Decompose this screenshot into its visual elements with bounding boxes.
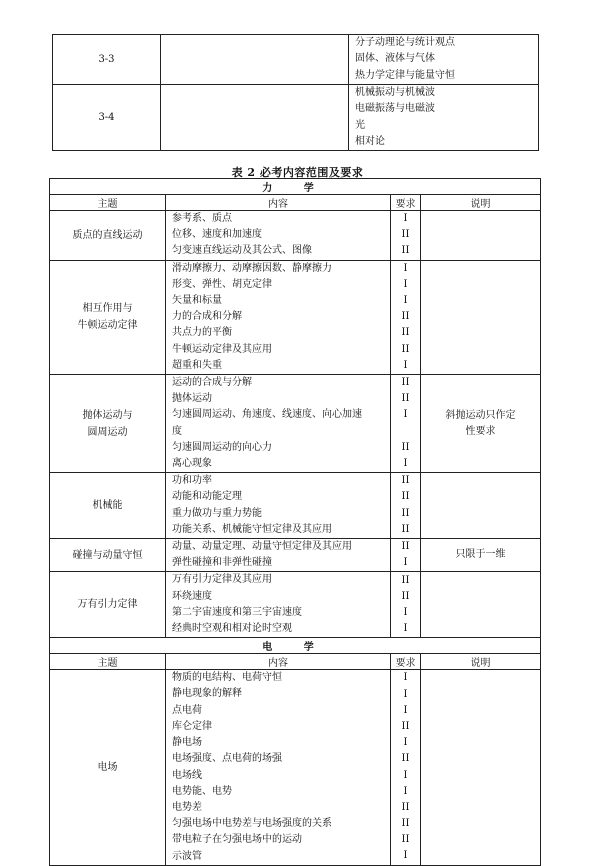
requirement-level: II: [401, 245, 410, 257]
empty-cell: [161, 35, 349, 85]
requirement-level: II: [401, 507, 410, 519]
requirement-cell: [391, 260, 421, 374]
table-row: [50, 375, 541, 473]
list-item: 功能关系、机械能守恒定律及其应用: [172, 523, 332, 535]
content-cell: [166, 260, 391, 374]
section-title: 力 学: [50, 179, 541, 195]
list-item: 度: [172, 425, 182, 437]
list-item: 运动的合成与分解: [172, 377, 252, 389]
list-item: 环绕速度: [172, 590, 212, 602]
list-item: 重力做功与重力势能: [172, 507, 262, 519]
list-item: 分子动理论与统计观点: [355, 37, 455, 49]
topic-line: 万有引力定律: [77, 599, 138, 611]
column-header-topic: 主题: [50, 654, 166, 670]
requirement-level: II: [401, 311, 410, 323]
module-cell: 3-3: [53, 35, 161, 85]
requirement-level: II: [401, 753, 410, 765]
topic-line: 圆周运动: [87, 426, 128, 438]
note-cell: [421, 670, 541, 865]
list-item: 库仑定律: [172, 720, 212, 732]
requirement-cell: [391, 539, 421, 572]
list-item: 电磁振荡与电磁波: [355, 103, 435, 115]
requirement-cell: [391, 572, 421, 638]
requirement-level: II: [401, 475, 410, 487]
column-header-req: 要求: [391, 195, 421, 211]
list-item: 参考系、质点: [172, 213, 232, 224]
topic-cell: [50, 473, 166, 539]
note-cell: [421, 375, 541, 473]
list-item: 动量、动量定理、动量守恒定律及其应用: [172, 541, 352, 553]
requirement-level: [391, 424, 420, 440]
requirement-level: I: [403, 557, 408, 569]
column-header-note: 说明: [421, 654, 541, 670]
header-row: [50, 195, 541, 211]
requirement-level: I: [403, 262, 408, 274]
requirement-level: II: [401, 574, 410, 586]
column-header-content: 内容: [166, 195, 391, 211]
section-title: 电 学: [50, 638, 541, 654]
list-item: 固体、液体与气体: [355, 53, 435, 65]
topic-cell: [50, 670, 166, 865]
list-item: 形变、弹性、胡克定律: [172, 278, 272, 290]
note-line: 性要求: [465, 425, 496, 437]
requirement-level: II: [401, 327, 410, 339]
list-item: 光: [355, 119, 365, 131]
list-item: 静电场: [172, 737, 202, 749]
column-header-content: 内容: [166, 654, 391, 670]
section-row: [50, 638, 541, 654]
table-row: [50, 539, 541, 572]
requirements-table: [49, 178, 541, 866]
requirement-level: I: [403, 278, 408, 290]
list-item: 动能和动能定理: [172, 491, 242, 503]
requirement-level: I: [403, 704, 408, 716]
topic-cell: [50, 375, 166, 473]
list-item: 示波管: [172, 850, 202, 862]
list-item: 点电荷: [172, 704, 202, 716]
list-item: 功和功率: [172, 475, 212, 487]
requirement-level: II: [401, 818, 410, 830]
topic-line: 电场: [97, 762, 118, 773]
content-cell: [166, 473, 391, 539]
list-item: 匀速圆周运动的向心力: [172, 441, 272, 453]
list-item: 匀强电场中电势差与电场强度的关系: [172, 818, 332, 830]
column-header-topic: 主题: [50, 195, 166, 211]
empty-cell: [161, 85, 349, 151]
topic-cell: [50, 539, 166, 572]
requirement-level: I: [403, 213, 408, 225]
list-item: 弹性碰撞和非弹性碰撞: [172, 557, 272, 569]
table-title: 表 2 必考内容范围及要求: [231, 166, 364, 179]
requirement-level: I: [403, 672, 408, 684]
requirement-level: II: [401, 523, 410, 535]
list-item: 机械振动与机械波: [355, 87, 435, 99]
module-items: [349, 85, 539, 151]
requirement-level: I: [403, 409, 408, 421]
topic-cell: [50, 260, 166, 374]
list-item: 离心现象: [172, 458, 212, 470]
requirement-level: I: [403, 785, 408, 797]
content-cell: [166, 375, 391, 473]
topic-line: 质点的直线运动: [72, 229, 143, 241]
list-item: 电势差: [172, 801, 202, 813]
requirement-level: I: [403, 359, 408, 371]
table-row: [53, 35, 539, 85]
requirement-level: I: [403, 769, 408, 781]
list-item: 共点力的平衡: [172, 327, 232, 339]
note-cell: [421, 539, 541, 572]
note-cell: [421, 260, 541, 374]
note-line: 斜抛运动只作定: [445, 409, 516, 421]
note-cell: [421, 473, 541, 539]
topic-line: 机械能: [92, 500, 123, 512]
requirement-level: II: [401, 834, 410, 846]
content-cell: [166, 539, 391, 572]
list-item: 滑动摩擦力、动摩擦因数、静摩擦力: [172, 262, 332, 274]
content-cell: [166, 211, 391, 261]
requirement-level: II: [401, 801, 410, 813]
requirement-level: II: [401, 590, 410, 602]
requirement-cell: [391, 211, 421, 261]
list-item: 抛体运动: [172, 393, 212, 405]
topic-cell: [50, 211, 166, 261]
content-cell: [166, 572, 391, 638]
note-line: 只限于一维: [455, 549, 506, 561]
topic-line: 抛体运动与: [82, 409, 133, 421]
content-cell: [166, 670, 391, 865]
requirement-level: II: [401, 720, 410, 732]
list-item: 超重和失重: [172, 359, 222, 371]
list-item: 矢量和标量: [172, 295, 222, 307]
list-item: 第二宇宙速度和第三宇宙速度: [172, 606, 302, 618]
topic-cell: [50, 572, 166, 638]
list-item: 相对论: [355, 135, 385, 147]
list-item: 电势能、电势: [172, 785, 232, 797]
requirement-level: I: [403, 850, 408, 862]
requirement-level: II: [401, 393, 410, 405]
list-item: 经典时空观和相对论时空观: [172, 623, 292, 635]
note-cell: [421, 211, 541, 261]
table-row: [50, 211, 541, 261]
list-item: 物质的电结构、电荷守恒: [172, 672, 282, 684]
requirement-level: II: [401, 441, 410, 453]
requirement-level: I: [403, 688, 408, 700]
column-header-note: 说明: [421, 195, 541, 211]
requirement-level: II: [401, 491, 410, 503]
requirement-level: I: [403, 623, 408, 635]
list-item: 静电现象的解释: [172, 688, 242, 700]
table-row: [50, 473, 541, 539]
requirement-level: I: [403, 737, 408, 749]
list-item: 电场线: [172, 769, 202, 781]
list-item: 热力学定律与能量守恒: [355, 69, 455, 81]
requirement-cell: [391, 670, 421, 865]
requirement-level: I: [403, 295, 408, 307]
list-item: 牛顿运动定律及其应用: [172, 343, 272, 355]
requirement-cell: [391, 473, 421, 539]
list-item: 匀速圆周运动、角速度、线速度、向心加速: [172, 409, 362, 421]
requirements-body: [50, 179, 541, 866]
list-item: 电场强度、点电荷的场强: [172, 753, 282, 765]
requirement-level: II: [401, 343, 410, 355]
requirement-level: I: [403, 458, 408, 470]
section-row: [50, 179, 541, 195]
module-items: [349, 35, 539, 85]
table-row: [53, 85, 539, 151]
requirement-level: II: [401, 541, 410, 553]
table-row: [50, 260, 541, 374]
list-item: 位移、速度和加速度: [172, 229, 262, 241]
topic-line: 碰撞与动量守恒: [72, 549, 143, 561]
topic-line: 牛顿运动定律: [77, 320, 138, 332]
requirement-level: II: [401, 229, 410, 241]
list-item: 万有引力定律及其应用: [172, 574, 272, 586]
list-item: 匀变速直线运动及其公式、图像: [172, 245, 312, 257]
requirement-level: II: [401, 377, 410, 389]
topic-line: 相互作用与: [82, 303, 133, 315]
list-item: 带电粒子在匀强电场中的运动: [172, 834, 302, 846]
header-row: [50, 654, 541, 670]
requirement-cell: [391, 375, 421, 473]
requirement-level: I: [403, 606, 408, 618]
column-header-req: 要求: [391, 654, 421, 670]
list-item: 力的合成和分解: [172, 311, 242, 323]
table-row: [50, 572, 541, 638]
table-row: [50, 670, 541, 865]
module-cell: 3-4: [53, 85, 161, 151]
note-cell: [421, 572, 541, 638]
module-table: [52, 34, 539, 151]
